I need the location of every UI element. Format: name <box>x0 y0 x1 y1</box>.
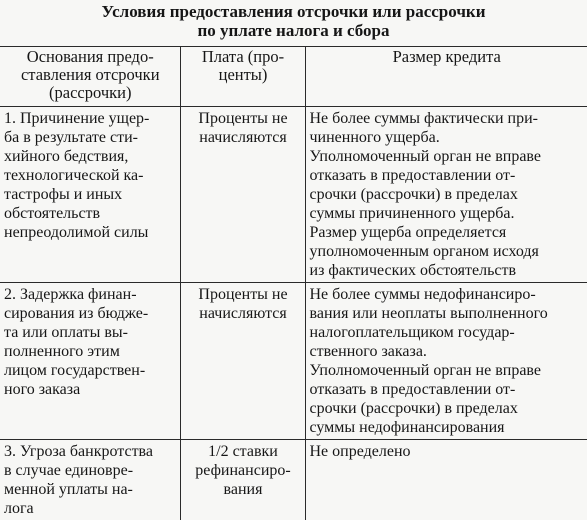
header-basis: Основания предо- ставления отсрочки (рассрочки) <box>0 47 180 107</box>
table-row <box>0 283 587 440</box>
cell-fee: Проценты не начисляются <box>180 283 305 440</box>
title-line-1: Условия предоставления отсрочки или рассрочки <box>101 2 486 21</box>
cell-credit-size: Не более суммы недофинансиро- вания или неоплаты выполненного налогоплательщиком государ- ственного заказа. Уполномоченный орган не вправе отказать в предоставлении от- срочки (рассрочки) в пределах суммы недофинансирования <box>305 283 587 440</box>
header-credit-size: Размер кредита <box>305 47 587 107</box>
deferral-conditions-table <box>0 46 587 520</box>
cell-basis: 3. Угроза банкротства в случае единовре- менной уплаты на- лога <box>0 440 180 520</box>
table-row <box>0 107 587 283</box>
title-line-2: по уплате налога и сбора <box>197 21 390 40</box>
cell-credit-size: Не определено <box>305 440 587 520</box>
cell-basis: 2. Задержка финан- сирования из бюдже- та или оплаты вы- полненного этим лицом государствен- ного заказа <box>0 283 180 440</box>
table-row <box>0 440 587 520</box>
cell-basis: 1. Причинение ущер- ба в результате сти- хийного бедствия, технологической ка- тастрофы и иных обстоятельств непреодолимой силы <box>0 107 180 283</box>
table-title <box>0 2 587 40</box>
header-row <box>0 47 587 107</box>
header-fee: Плата (про- центы) <box>180 47 305 107</box>
cell-fee: 1/2 ставки рефинансиро- вания <box>180 440 305 520</box>
cell-fee: Проценты не начисляются <box>180 107 305 283</box>
cell-credit-size: Не более суммы фактически при- чиненного ущерба. Уполномоченный орган не вправе отказать в предоставлении от- срочки (рассрочки) в пределах суммы причиненного ущерба. Размер ущерба определяется уполномоченным органом исходя из фактических обстоятельств <box>305 107 587 283</box>
